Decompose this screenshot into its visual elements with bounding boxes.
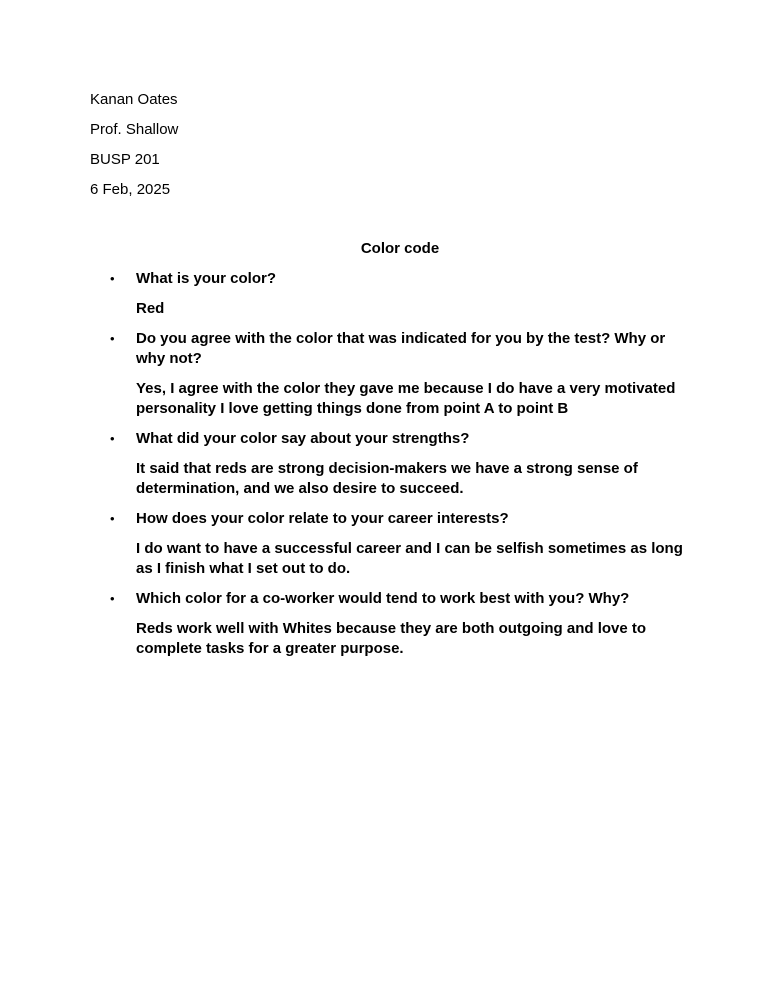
bullet-icon: •	[110, 331, 115, 346]
bullet-icon: •	[110, 591, 115, 606]
answer: Red	[136, 300, 165, 317]
list-item	[110, 589, 690, 659]
question: What did your color say about your strengths?	[136, 430, 470, 447]
question: How does your color relate to your career interests?	[136, 510, 509, 527]
date: 6 Feb, 2025	[90, 181, 171, 198]
list-item	[110, 429, 690, 499]
professor-name: Prof. Shallow	[90, 121, 179, 138]
question: What is your color?	[136, 270, 277, 287]
document-title: Color code	[360, 240, 440, 257]
question: Do you agree with the color that was indicated for you by the test? Why or why not?	[136, 330, 666, 367]
list-item	[110, 329, 690, 419]
course-code: BUSP 201	[90, 151, 160, 168]
bullet-icon: •	[110, 271, 115, 286]
question: Which color for a co-worker would tend to work best with you? Why?	[136, 590, 630, 607]
answer: It said that reds are strong decision-makers we have a strong sense of determination, and we also desire to succeed.	[136, 460, 638, 497]
bullet-icon: •	[110, 511, 115, 526]
list-item	[110, 509, 690, 579]
answer: Reds work well with Whites because they are both outgoing and love to complete tasks for a greater purpose.	[136, 620, 647, 657]
student-name: Kanan Oates	[90, 91, 178, 108]
answer: Yes, I agree with the color they gave me because I do have a very motivated personality I love getting things done from point A to point B	[136, 380, 676, 417]
answer: I do want to have a successful career and I can be selfish sometimes as long as I finish what I set out to do.	[136, 540, 683, 577]
bullet-icon: •	[110, 431, 115, 446]
list-item	[110, 269, 690, 319]
